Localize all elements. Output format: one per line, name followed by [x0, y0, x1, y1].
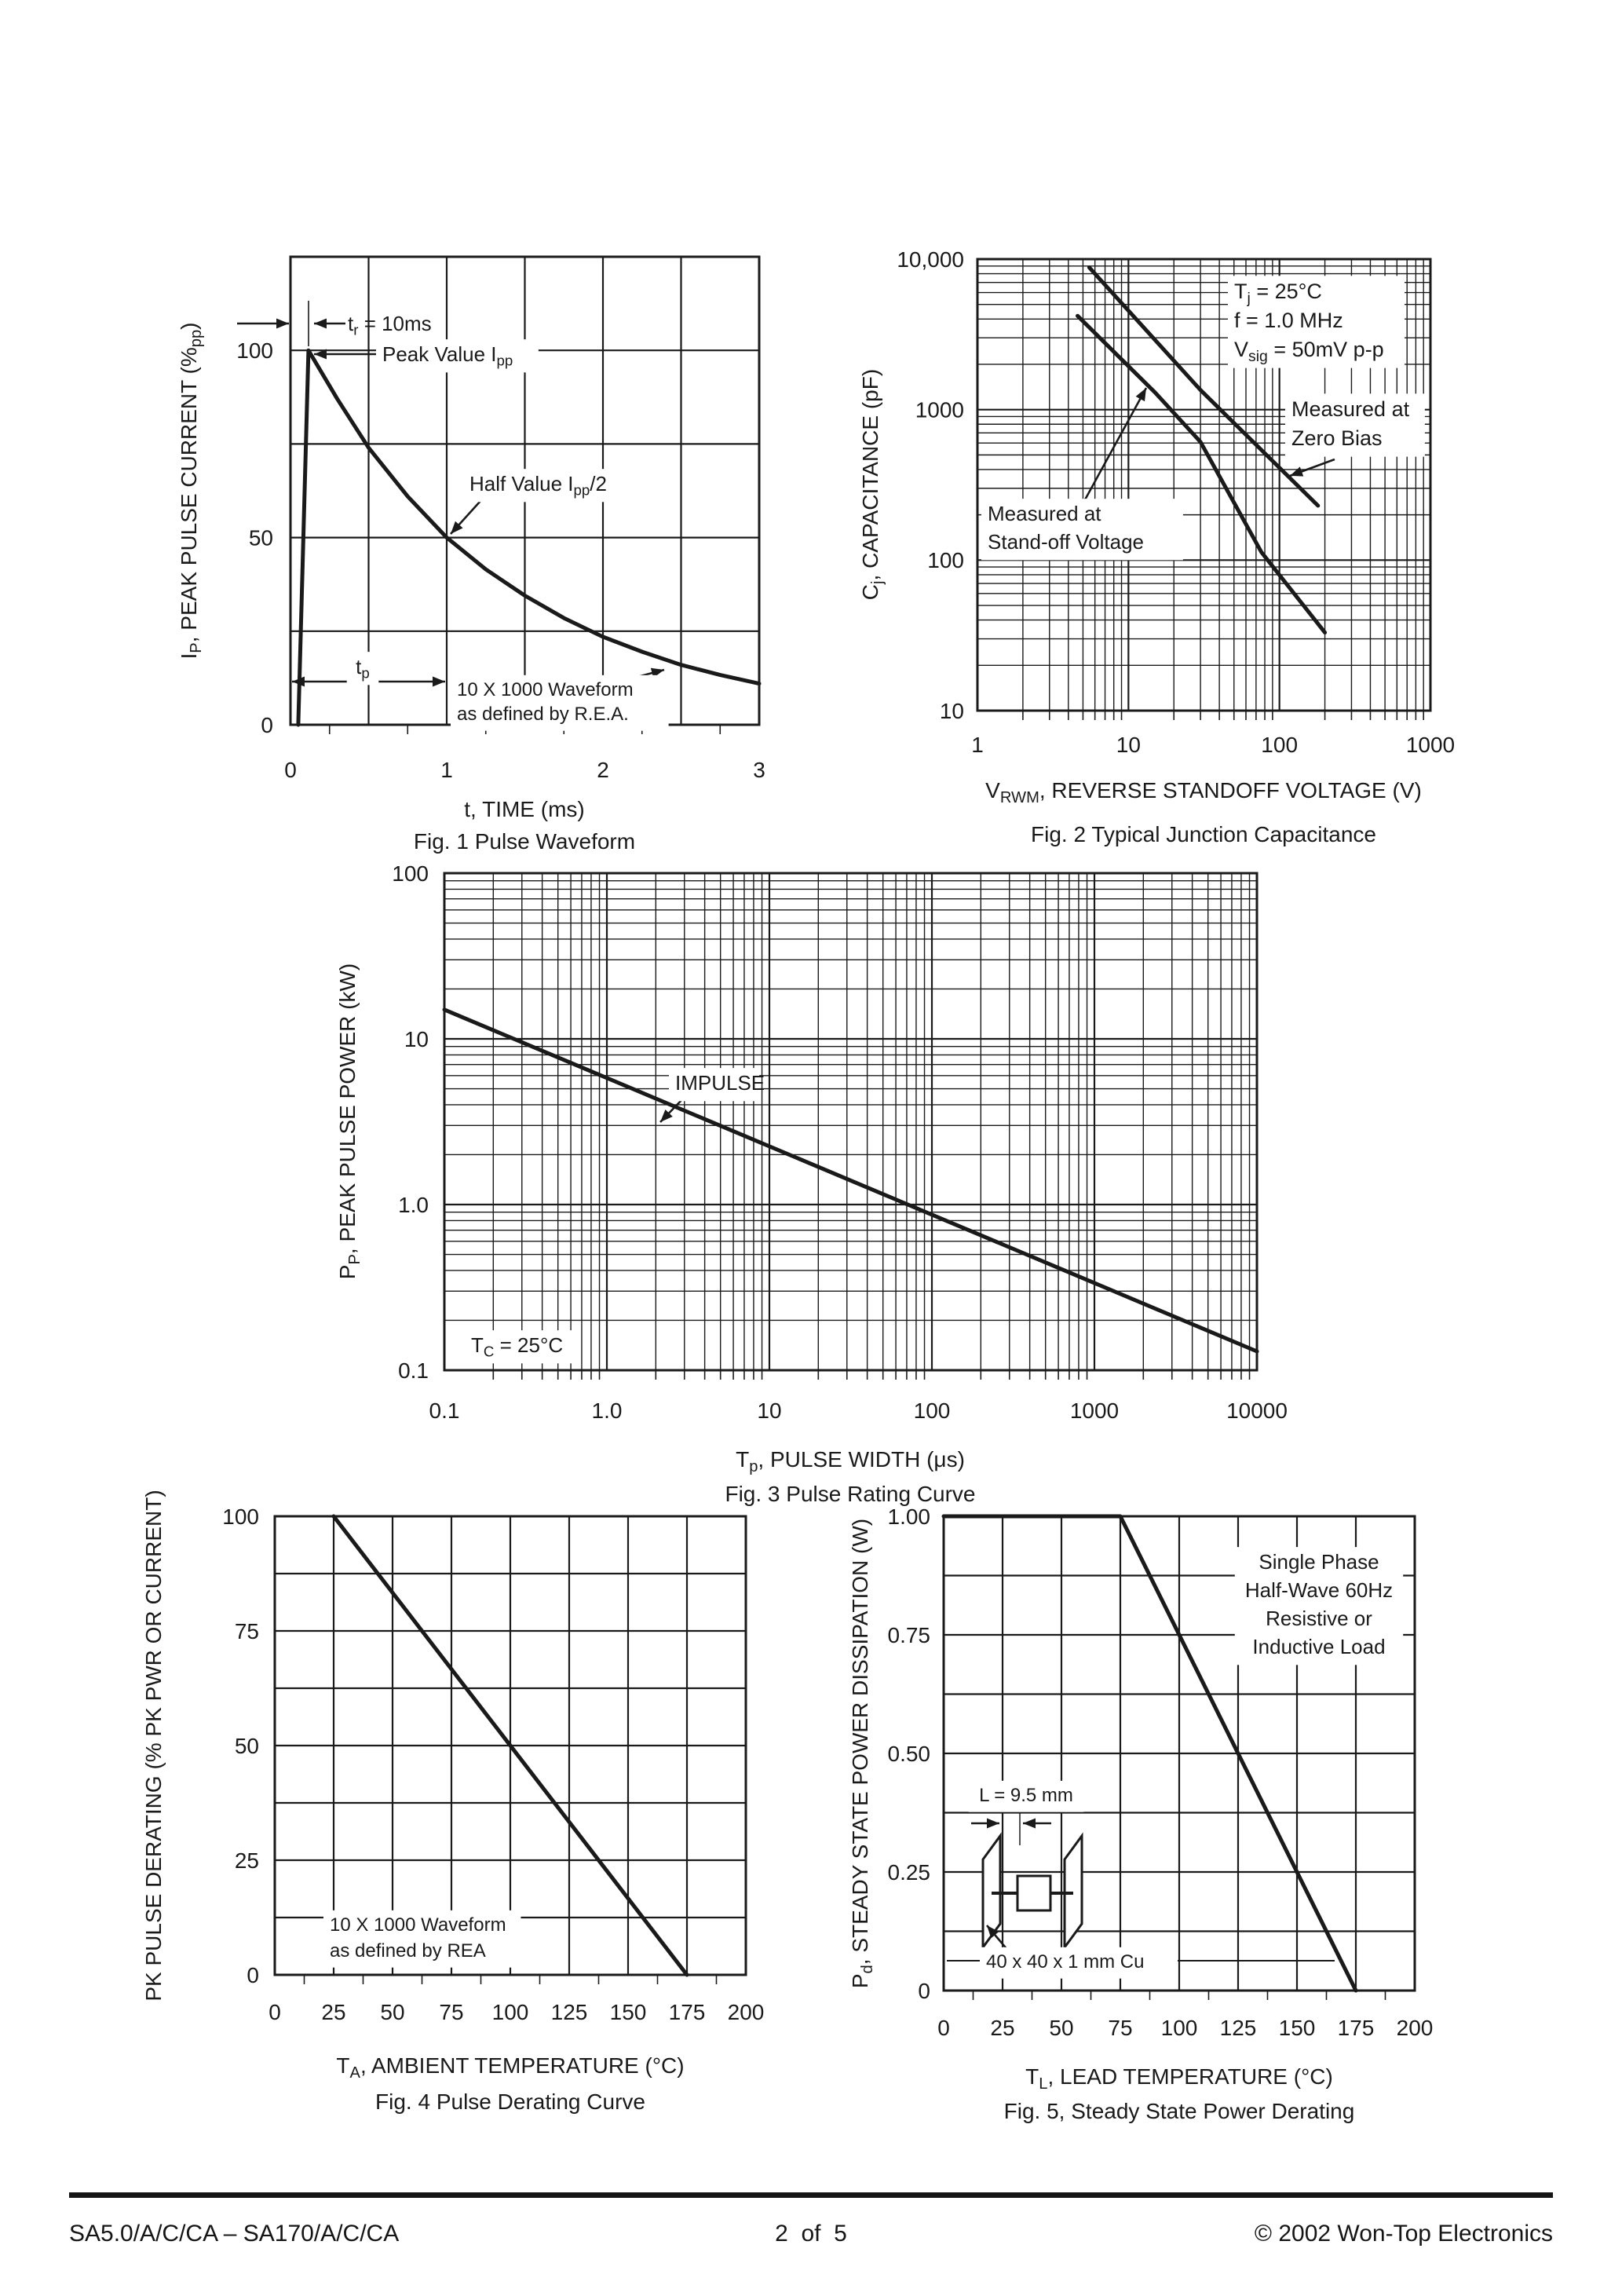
- fig2-x-tick-label: 100: [1261, 733, 1299, 757]
- arrow-head: [276, 319, 289, 329]
- load-condition-note: Half-Wave 60Hz: [1244, 1578, 1394, 1602]
- fig2-junction-capacitance: [858, 247, 1455, 846]
- fig5-x-tick-label: 100: [1160, 2016, 1198, 2040]
- fig5-x-tick-label: 175: [1337, 2016, 1375, 2040]
- fig2-y-tick-label: 10: [939, 698, 964, 723]
- fig1-x-tick-label: 0: [284, 758, 297, 782]
- fig2-y-tick-label: 1000: [915, 397, 964, 422]
- fig5-y-axis-title-group: [848, 1519, 876, 1988]
- fig3-y-tick-label: 1.0: [398, 1192, 429, 1217]
- fig3-y-axis-title: $P_P$, PEAK PULSE POWER (kW): [335, 963, 364, 1280]
- lead-length-label: L = 9.5 mm: [979, 1785, 1073, 1806]
- fig5-y-tick-label: 0.25: [887, 1859, 930, 1885]
- waveform-note: as defined by R.E.A.: [457, 704, 629, 725]
- fig3-x-axis-title: $T_p$, PULSE WIDTH (μs): [736, 1447, 965, 1476]
- fig4-x-tick-label: 75: [439, 2000, 464, 2024]
- fig3-grid: [444, 873, 1257, 1370]
- footer-part-range: SA5.0/A/C/CA – SA170/A/C/CA: [69, 2221, 400, 2247]
- fig3-y-tick-label: 10: [404, 1026, 429, 1051]
- fig4-y-axis-title: PK PULSE DERATING (% PK PWR OR CURRENT): [141, 1490, 166, 2002]
- fig4-caption: Fig. 4 Pulse Derating Curve: [375, 2089, 645, 2114]
- fig2-x-tick-label: 1000: [1405, 733, 1456, 757]
- fig4-pulse-derating-curve: [141, 1490, 764, 2114]
- fig4-y-tick-label: 100: [222, 1504, 259, 1529]
- load-condition-note: Inductive Load: [1252, 1635, 1386, 1658]
- fig4-x-tick-label: 50: [380, 2000, 405, 2024]
- fig5-caption: Fig. 5, Steady State Power Derating: [1003, 2099, 1355, 2123]
- diagram-shape: [1017, 1876, 1050, 1910]
- arrow-head: [1023, 1819, 1036, 1829]
- fig2-x-tick-label: 10: [1116, 733, 1141, 757]
- fig1-x-tick-label: 1: [440, 758, 453, 782]
- fig5-y-tick-label: 0.50: [887, 1741, 930, 1766]
- rise-time-label: $t_r = 10ms$: [348, 312, 432, 338]
- fig1-pulse-waveform: [177, 257, 765, 854]
- fig2-x-tick-label: 1: [971, 733, 984, 757]
- zero-bias-label: Zero Bias: [1291, 426, 1383, 450]
- heatsink-label: 40 x 40 x 1 mm Cu: [986, 1951, 1145, 1972]
- fig3-x-tick-label: 10: [757, 1398, 782, 1423]
- arrow-head: [314, 319, 327, 329]
- arrow-head: [433, 677, 445, 687]
- conditions-legend: $T_j = 25^\circ C$: [1234, 280, 1322, 307]
- waveform-note: 10 X 1000 Waveform: [330, 1914, 506, 1936]
- fig4-x-tick-label: 175: [668, 2000, 706, 2024]
- fig3-axis-ticks: [493, 1370, 1249, 1380]
- fig4-x-axis-title: $T_A$, AMBIENT TEMPERATURE (°C): [336, 2053, 685, 2082]
- fig5-x-axis-title: $T_L$, LEAD TEMPERATURE (°C): [1025, 2064, 1333, 2093]
- fig5-x-tick-label: 25: [990, 2016, 1015, 2040]
- fig1-x-tick-label: 3: [753, 758, 765, 782]
- impulse-rating-curve: [444, 1010, 1257, 1351]
- fig3-x-tick-label: 0.1: [429, 1398, 460, 1423]
- conditions-legend: f = 1.0 MHz: [1234, 309, 1343, 332]
- fig4-x-tick-label: 100: [491, 2000, 529, 2024]
- fig5-x-tick-label: 200: [1396, 2016, 1434, 2040]
- fig5-y-tick-label: 0: [918, 1978, 930, 2003]
- fig2-y-tick-label: 100: [927, 548, 964, 573]
- fig1-x-tick-label: 2: [597, 758, 609, 782]
- standoff-label: Stand-off Voltage: [988, 530, 1145, 554]
- fig1-x-axis-title: t, TIME (ms): [464, 797, 585, 821]
- fig1-y-tick-label: 100: [236, 338, 273, 363]
- load-condition-note: Resistive or: [1266, 1607, 1372, 1630]
- fig5-axis-ticks: [974, 1991, 1386, 2000]
- arrow-head: [1290, 466, 1303, 476]
- peak-value-label: Peak Value $I_{pp}$: [382, 342, 513, 369]
- fig5-steady-state-power-derating: [848, 1504, 1433, 2123]
- zero-bias-label: Measured at: [1291, 397, 1410, 421]
- fig5-y-axis-title: $P_d$, STEADY STATE POWER DISSIPATION (W): [848, 1518, 877, 1989]
- fig4-x-tick-label: 200: [727, 2000, 765, 2024]
- fig3-y-tick-label: 0.1: [398, 1358, 429, 1383]
- waveform-note: as defined by REA: [330, 1940, 486, 1961]
- fig2-x-axis-title: $V_{RWM}$, REVERSE STANDOFF VOLTAGE (V): [985, 778, 1422, 807]
- fig3-caption: Fig. 3 Pulse Rating Curve: [725, 1482, 976, 1506]
- fig4-x-tick-label: 125: [550, 2000, 588, 2024]
- case-temp-label: $T_C = 25^\circ C$: [471, 1333, 564, 1360]
- fig4-x-tick-label: 150: [609, 2000, 647, 2024]
- fig4-y-tick-label: 0: [247, 1962, 259, 1987]
- fig5-y-tick-label: 0.75: [887, 1622, 930, 1647]
- fig2-y-axis-title: $C_j$, CAPACITANCE (pF): [858, 368, 887, 601]
- fig3-x-tick-label: 10000: [1226, 1398, 1288, 1423]
- fig3-plot-frame: [444, 873, 1257, 1370]
- conditions-legend: $V_{sig} = 50mV$ p-p: [1234, 338, 1384, 365]
- waveform-note: 10 X 1000 Waveform: [457, 679, 634, 700]
- fig3-x-tick-label: 100: [913, 1398, 951, 1423]
- fig4-y-tick-label: 25: [234, 1848, 259, 1873]
- fig2-axis-ticks: [1023, 711, 1423, 720]
- fig3-y-axis-title-group: [335, 963, 363, 1279]
- fig1-y-axis-title-group: [177, 322, 205, 659]
- fig3-x-tick-label: 1000: [1069, 1398, 1120, 1423]
- half-value-label: Half Value $I_{pp}/2$: [469, 472, 607, 499]
- fig2-y-axis-title-group: [858, 369, 886, 600]
- fig4-y-tick-label: 75: [234, 1618, 259, 1643]
- impulse-label: IMPULSE: [675, 1071, 765, 1095]
- fig2-y-tick-label: 10,000: [897, 247, 964, 272]
- fig3-pulse-rating-curve: [335, 861, 1288, 1506]
- fig4-x-tick-label: 25: [321, 2000, 346, 2024]
- fig1-y-axis-title: $I_P$, PEAK PULSE CURRENT $(\%_{pp})$: [177, 322, 206, 660]
- arrow-line: [1083, 388, 1146, 503]
- fig5-x-tick-label: 50: [1049, 2016, 1074, 2040]
- standoff-label: Measured at: [988, 502, 1101, 525]
- fig1-caption: Fig. 1 Pulse Waveform: [413, 829, 636, 854]
- fig5-x-tick-label: 75: [1108, 2016, 1133, 2040]
- fig4-axis-ticks: [305, 1975, 717, 1984]
- footer-copyright: © 2002 Won-Top Electronics: [1254, 2221, 1553, 2247]
- footer-rule: [69, 2192, 1553, 2198]
- fig5-x-tick-label: 0: [937, 2016, 950, 2040]
- pulse-width-label: $t_p$: [356, 655, 370, 682]
- arrow-head: [987, 1819, 999, 1829]
- fig1-y-tick-label: 50: [248, 525, 273, 550]
- fig5-x-tick-label: 125: [1219, 2016, 1257, 2040]
- fig3-x-tick-label: 1.0: [591, 1398, 623, 1423]
- fig2-caption: Fig. 2 Typical Junction Capacitance: [1031, 822, 1376, 846]
- fig5-x-tick-label: 150: [1278, 2016, 1316, 2040]
- fig4-x-tick-label: 0: [269, 2000, 281, 2024]
- fig5-y-tick-label: 1.00: [887, 1504, 930, 1529]
- fig3-y-tick-label: 100: [392, 861, 429, 886]
- footer-page-indicator: 2 of 5: [775, 2221, 847, 2247]
- load-condition-note: Single Phase: [1259, 1550, 1379, 1574]
- fig1-y-tick-label: 0: [261, 712, 273, 737]
- fig4-y-axis-title-group: [141, 1490, 166, 2001]
- fig4-y-tick-label: 50: [234, 1733, 259, 1758]
